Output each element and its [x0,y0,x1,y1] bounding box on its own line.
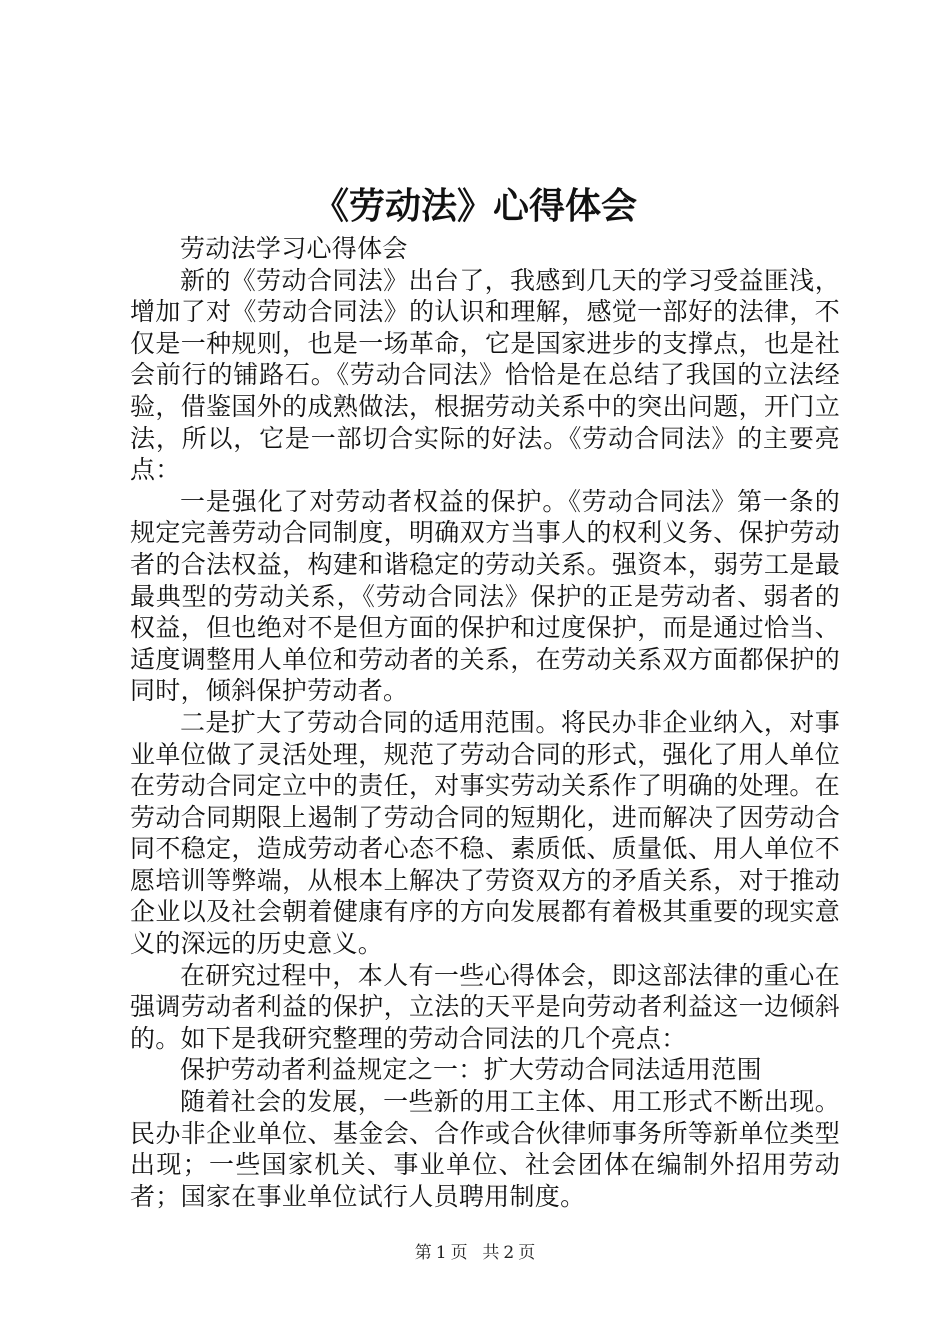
document-body [130,233,840,1212]
footer-page-unit: 页 [450,1243,468,1263]
paragraph-point-one: 一是强化了对劳动者权益的保护。《劳动合同法》第一条的规定完善劳动合同制度，明确双方当事人的权利义务、保护劳动者的合法权益，构建和谐稳定的劳动关系。强资本，弱劳工是最最典型的劳动关系，《劳动合同法》保护的正是劳动者、弱者的权益，但也绝对不是但方面的保护和过度保护，而是通过恰当、适度调整用人单位和劳动者的关系，在劳动关系双方面都保护的同时，倾斜保护劳动者。 [130,486,840,706]
paragraph-intro: 新的《劳动合同法》出台了，我感到几天的学习受益匪浅，增加了对《劳动合同法》的认识和理解，感觉一部好的法律，不仅是一种规则，也是一场革命，它是国家进步的支撑点，也是社会前行的铺路石。《劳动合同法》恰恰是在总结了我国的立法经验，借鉴国外的成熟做法，根据劳动关系中的突出问题，开门立法，所以，它是一部切合实际的好法。《劳动合同法》的主要亮点： [130,265,840,485]
document-title: 《劳动法》心得体会 [312,186,637,227]
paragraph-research: 在研究过程中，本人有一些心得体会，即这部法律的重心在强调劳动者利益的保护，立法的天平是向劳动者利益这一边倾斜的。如下是我研究整理的劳动合同法的几个亮点： [130,960,840,1053]
page-footer [0,1242,950,1264]
footer-page-number: 1 [435,1243,447,1263]
paragraph-social-development: 随着社会的发展，一些新的用工主体、用工形式不断出现。民办非企业单位、基金会、合作或合伙律师事务所等新单位类型出现；一些国家机关、事业单位、社会团体在编制外招用劳动者；国家在事业单位试行人员聘用制度。 [130,1087,840,1211]
footer-total-unit: 页 [518,1243,536,1263]
footer-total-pages: 2 [503,1243,515,1263]
paragraph-subtitle: 劳动法学习心得体会 [180,234,408,263]
paragraph-heading-provision-one: 保护劳动者利益规定之一：扩大劳动合同法适用范围 [180,1055,762,1085]
footer-total-label: 共 [482,1243,500,1263]
paragraph-point-two: 二是扩大了劳动合同的适用范围。将民办非企业纳入，对事业单位做了灵活处理，规范了劳动合同的形式，强化了用人单位在劳动合同定立中的责任，对事实劳动关系作了明确的处理。在劳动合同期限上遏制了劳动合同的短期化，进而解决了因劳动合同不稳定，造成劳动者心态不稳、素质低、质量低、用人单位不愿培训等弊端，从根本上解决了劳资双方的矛盾关系，对于推动企业以及社会朝着健康有序的方向发展都有着极其重要的现实意义的深远的历史意义。 [130,707,840,959]
footer-page-label: 第 [414,1243,432,1263]
